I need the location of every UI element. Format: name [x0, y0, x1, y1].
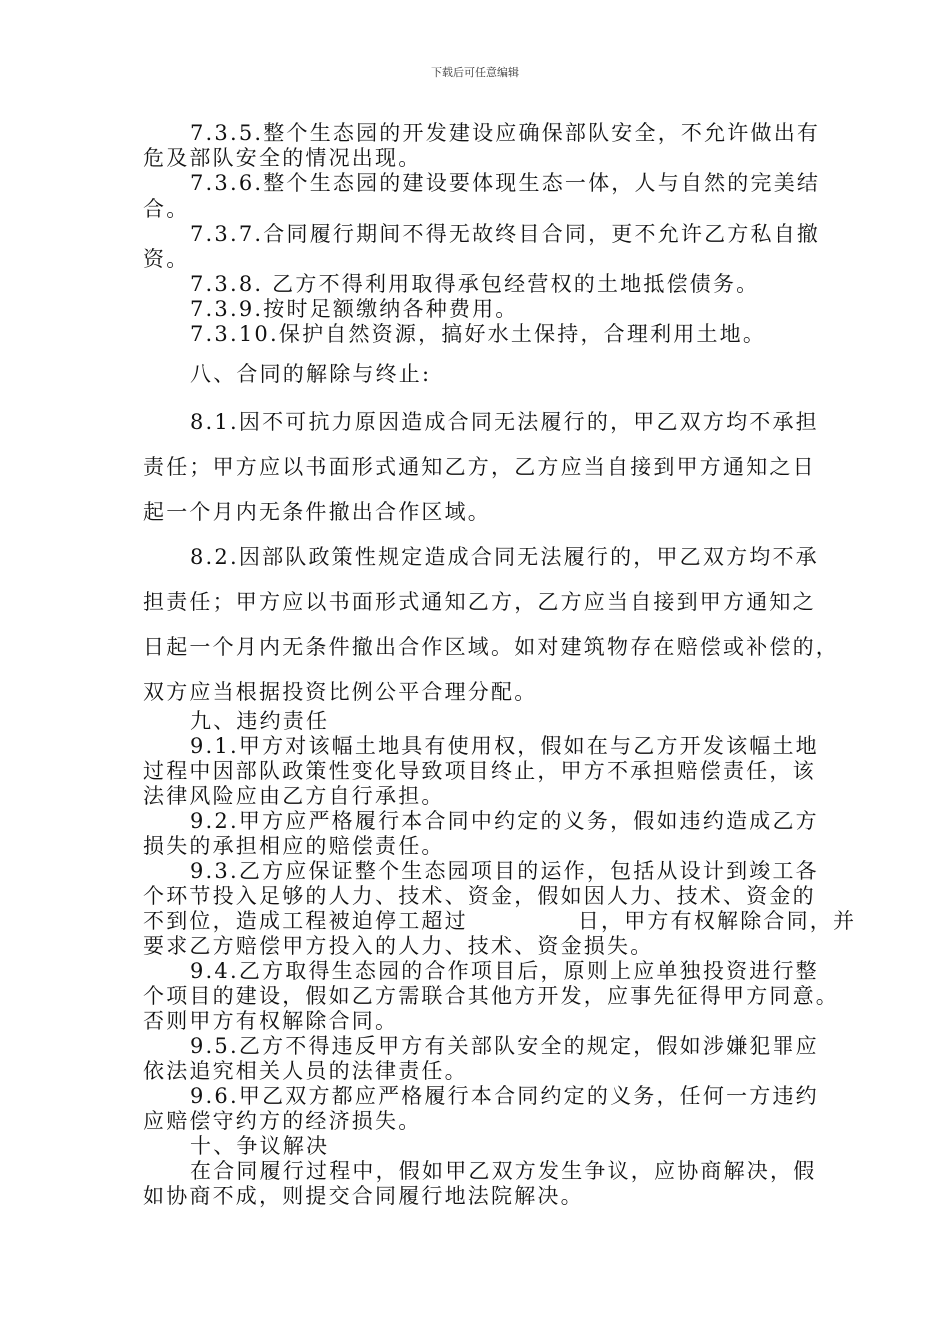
clause-9-2: 9.2.甲方应严格履行本合同中约定的义务，假如违约造成乙方 [190, 809, 819, 833]
clause-7-3-7-cont: 资。 [143, 247, 190, 271]
clause-9-3: 9.3.乙方应保证整个生态园项目的运作，包括从设计到竣工各 [190, 859, 819, 883]
clause-9-3-cont: 要求乙方赔偿甲方投入的人力、技术、资金损失。 [143, 934, 654, 958]
clause-7-3-8: 7.3.8. 乙方不得利用取得承包经营权的土地抵偿债务。 [190, 272, 760, 296]
section-9-heading: 九、违约责任 [190, 709, 330, 733]
clause-9-2-cont: 损失的承担相应的赔偿责任。 [143, 834, 445, 858]
clause-8-1: 8.1.因不可抗力原因造成合同无法履行的，甲乙双方均不承担 [190, 410, 819, 434]
clause-9-3-text-before-blank: 不到位，造成工程被迫停工超过 [143, 909, 468, 933]
clause-7-3-10: 7.3.10.保护自然资源，搞好水土保持，合理利用土地。 [190, 322, 767, 346]
clause-8-1-cont: 责任；甲方应以书面形式通知乙方，乙方应当自接到甲方通知之日 [143, 455, 816, 479]
clause-9-1-cont: 法律风险应由乙方自行承担。 [143, 784, 445, 808]
clause-9-5: 9.5.乙方不得违反甲方有关部队安全的规定，假如涉嫌犯罪应 [190, 1034, 819, 1058]
section-8-heading: 八、合同的解除与终止: [190, 362, 432, 386]
dispute-clause: 在合同履行过程中，假如甲乙双方发生争议，应协商解决，假 [190, 1159, 817, 1183]
clause-9-4-cont: 否则甲方有权解除合同。 [143, 1009, 399, 1033]
section-10-heading: 十、争议解决 [190, 1134, 330, 1158]
clause-7-3-6-cont: 合。 [143, 197, 190, 221]
page-header: 下载后可任意编辑 [431, 66, 519, 79]
clause-9-6: 9.6.甲乙双方都应严格履行本合同约定的义务，任何一方违约 [190, 1084, 819, 1108]
clause-7-3-6: 7.3.6.整个生态园的建设要体现生态一体，人与自然的完美结 [190, 171, 821, 195]
clause-7-3-5-cont: 危及部队安全的情况出现。 [143, 146, 422, 170]
clause-8-2-cont: 日起一个月内无条件撤出合作区域。如对建筑物存在赔偿或补偿的， [143, 635, 839, 659]
clause-7-3-5: 7.3.5.整个生态园的开发建设应确保部队安全，不允许做出有 [190, 121, 821, 145]
clause-9-1: 9.1.甲方对该幅土地具有使用权，假如在与乙方开发该幅土地 [190, 734, 819, 758]
clause-9-3-text-after-blank: 日，甲方有权解除合同，并 [577, 909, 857, 933]
dispute-clause-cont: 如协商不成，则提交合同履行地法院解决。 [143, 1184, 584, 1208]
clause-7-3-9: 7.3.9.按时足额缴纳各种费用。 [190, 297, 519, 321]
clause-8-2-cont: 双方应当根据投资比例公平合理分配。 [143, 680, 538, 704]
clause-9-4: 9.4.乙方取得生态园的合作项目后，原则上应单独投资进行整 [190, 959, 819, 983]
clause-8-1-cont: 起一个月内无条件撤出合作区域。 [143, 500, 491, 524]
clause-9-6-cont: 应赔偿守约方的经济损失。 [143, 1109, 422, 1133]
clause-9-4-cont: 个项目的建设，假如乙方需联合其他方开发，应事先征得甲方同意。 [143, 984, 839, 1008]
clause-9-3-cont [0, 909, 950, 933]
clause-9-5-cont: 依法追究相关人员的法律责任。 [143, 1059, 468, 1083]
clause-9-3-cont: 个环节投入足够的人力、技术、资金，假如因人力、技术、资金的 [143, 884, 816, 908]
clause-8-2: 8.2.因部队政策性规定造成合同无法履行的，甲乙双方均不承 [190, 545, 819, 569]
clause-8-2-cont: 担责任；甲方应以书面形式通知乙方，乙方应当自接到甲方通知之 [143, 590, 816, 614]
clause-7-3-7: 7.3.7.合同履行期间不得无故终目合同，更不允许乙方私自撤 [190, 222, 821, 246]
clause-9-1-cont: 过程中因部队政策性变化导致项目终止，甲方不承担赔偿责任，该 [143, 759, 816, 783]
